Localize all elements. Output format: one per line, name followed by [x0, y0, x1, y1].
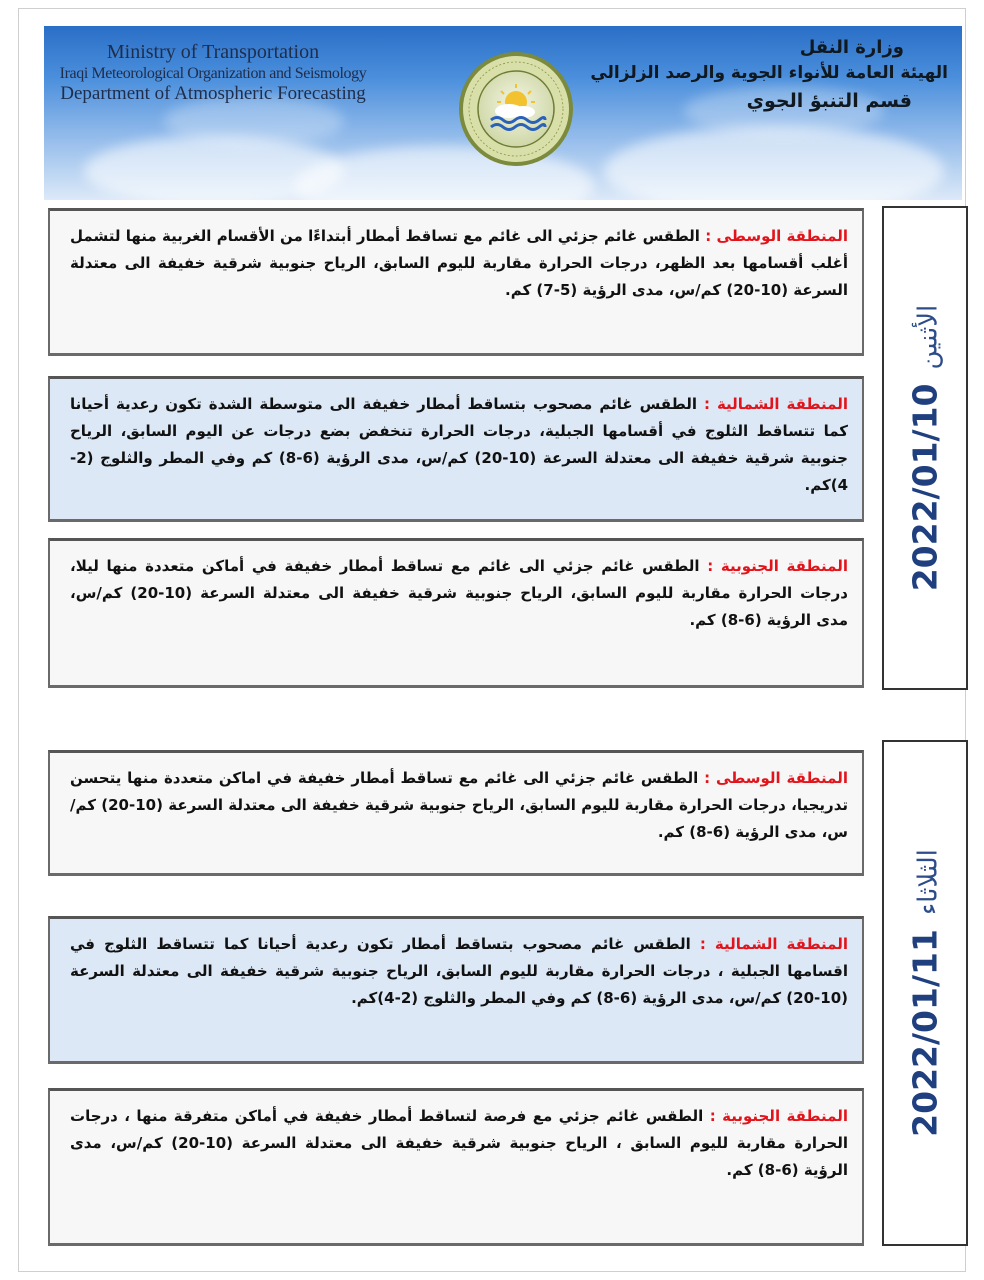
region-forecast-text: الطقس غائم جزئي الى غائم مع تساقط أمطار خفيفة في أماكن متعددة منها ليلا، درجات الحرارة مقاربة لليوم السابق، الرياح جنوبية شرقية خفيفة الى معتدلة السرعة (10-20) كم/س، مدى الرؤية (6-8) كم. [70, 557, 848, 629]
meteorological-organization-emblem-icon [457, 50, 575, 168]
region-card-central [48, 208, 864, 356]
date-label [906, 305, 945, 592]
region-label: المنطقة الشمالية : [699, 935, 849, 953]
region-card-north [48, 916, 864, 1064]
forecast-date: 2022/01/10 [905, 383, 945, 592]
department-name-en: Department of Atmospheric Forecasting [60, 83, 366, 105]
department-name-ar: قسم التنبؤ الجوي [746, 89, 912, 112]
day-name: الثلاثاء [913, 849, 944, 916]
region-label: المنطقة الشمالية : [703, 395, 848, 413]
arabic-header [590, 34, 948, 115]
organization-name-ar: الهيئة العامة للأنواء الجوية والرصد الزلزالي [590, 63, 948, 83]
forecast-date: 2022/01/11 [905, 929, 945, 1137]
forecast-day-1 [46, 206, 968, 690]
day-name: الأثنين [913, 304, 944, 370]
date-sidebar [882, 740, 968, 1246]
region-card-south [48, 538, 864, 688]
english-header [58, 40, 368, 106]
region-label: المنطقة الجنوبية : [709, 1107, 848, 1125]
organization-name-en: Iraqi Meteorological Organization and Seismology [59, 65, 367, 82]
region-forecast-text: الطقس غائم مصحوب بتساقط أمطار تكون رعدية أحيانا كما تتساقط الثلوج في اقسامها الجبلية ، درجات الحرارة مقاربة لليوم السابق، الرياح جنوبية شرقية خفيفة الى معتدلة السرعة (10-20) كم/س، مدى الرؤية (6-8) كم وفي المطر والثلوج (2-4)كم. [70, 935, 848, 1007]
forecast-day-2 [46, 740, 968, 1250]
region-card-north [48, 376, 864, 522]
ministry-name-ar: وزارة النقل [799, 37, 904, 58]
ministry-name-en: Ministry of Transportation [106, 41, 320, 63]
region-label: المنطقة الوسطى : [704, 769, 848, 787]
region-forecast-text: الطقس غائم جزئي الى غائم مع تساقط أمطار أبتداءًا من الأقسام الغربية منها لتشمل أغلب أقسامها بعد الظهر، درجات الحرارة مقاربة لليوم السابق، الرياح جنوبية شرقية خفيفة الى معتدلة السرعة (10-20) كم/س، مدى الرؤية (5-7) كم. [70, 227, 848, 299]
region-forecast-text: الطقس غائم مصحوب بتساقط أمطار خفيفة الى متوسطة الشدة تكون رعدية أحيانا كما تتساقط الثلوج في أقسامها الجبلية، درجات الحرارة تنخفض بضع درجات عن اليوم السابق، الرياح جنوبية شرقية خفيفة الى معتدلة السرعة (10-20) كم/س، مدى الرؤية (6-8) كم وفي المطر والثلوج (2-4)كم. [70, 395, 848, 494]
header-banner [44, 26, 962, 200]
date-label [906, 849, 945, 1137]
date-sidebar [882, 206, 968, 690]
region-forecast-text: الطقس غائم جزئي الى غائم مع تساقط أمطار خفيفة في اماكن متعددة منها يتحسن تدريجيا، درجات الحرارة مقاربة لليوم السابق، الرياح جنوبية شرقية خفيفة الى معتدلة السرعة (10-20) كم/س، مدى الرؤية (6-8) كم. [70, 769, 848, 841]
region-label: المنطقة الجنوبية : [707, 557, 848, 575]
region-card-central [48, 750, 864, 876]
region-card-south [48, 1088, 864, 1246]
region-label: المنطقة الوسطى : [705, 227, 848, 245]
region-forecast-text: الطقس غائم جزئي مع فرصة لتساقط أمطار خفيفة في أماكن متفرقة منها ، درجات الحرارة مقاربة لليوم السابق ، الرياح جنوبية شرقية خفيفة الى معتدلة السرعة (10-20) كم/س، مدى الرؤية (6-8) كم. [70, 1107, 848, 1179]
